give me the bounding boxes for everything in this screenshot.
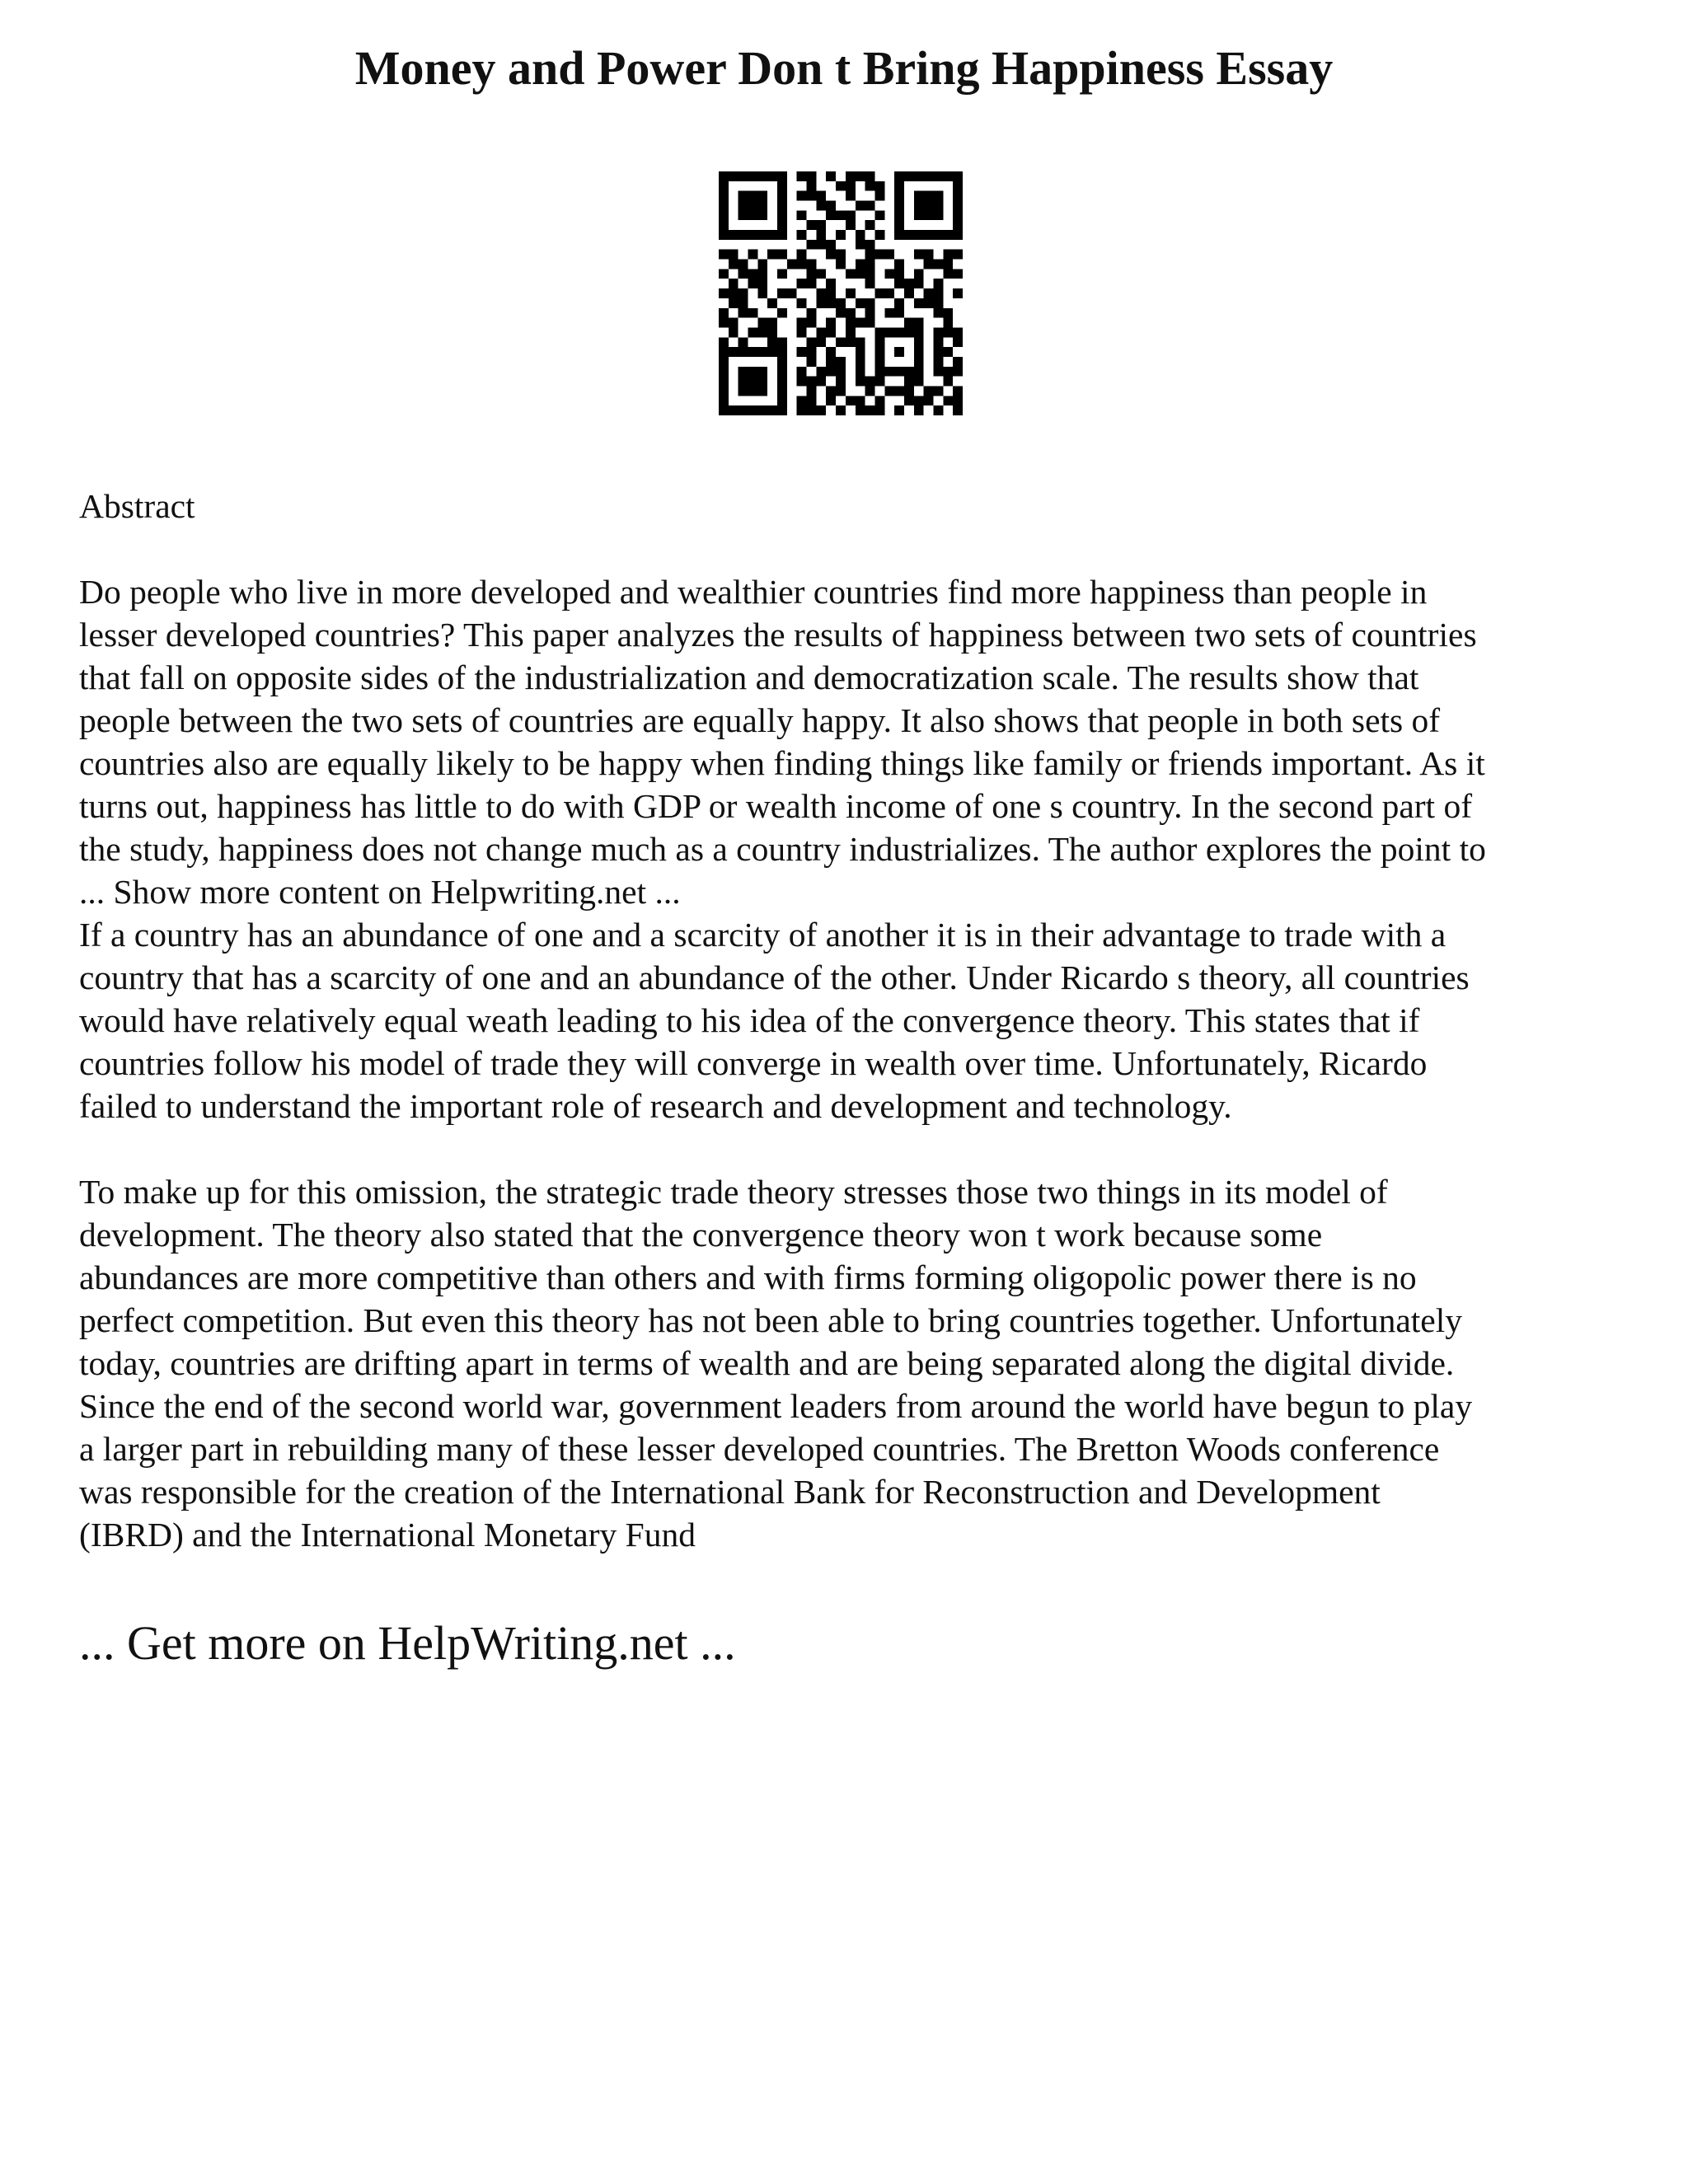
paragraph-1	[79, 570, 1629, 913]
paragraph-line: perfect competition. But even this theory has not been able to bring countries together. Unfortunately	[79, 1301, 1462, 1339]
paragraph-line: the study, happiness does not change much as a country industrializes. The author explores the point to	[79, 830, 1486, 868]
paragraph-3	[79, 1170, 1629, 1556]
paragraph-line: a larger part in rebuilding many of these lesser developed countries. The Bretton Woods conference	[79, 1430, 1440, 1468]
paragraph-line: To make up for this omission, the strategic trade theory stresses those two things in its model of	[79, 1173, 1388, 1211]
show-more-link[interactable]: ... Show more content on Helpwriting.net ...	[79, 873, 681, 911]
qr-code-graphic	[719, 171, 963, 415]
paragraph-line: would have relatively equal weath leading to his idea of the convergence theory. This states that if	[79, 1001, 1420, 1039]
paragraph-2	[79, 913, 1629, 1127]
paragraph-line: turns out, happiness has little to do with GDP or wealth income of one s country. In the second part of	[79, 787, 1473, 825]
paragraph-line: lesser developed countries? This paper analyzes the results of happiness between two sets of countries	[79, 616, 1477, 654]
paragraph-line: Since the end of the second world war, government leaders from around the world have begun to play	[79, 1387, 1473, 1425]
paragraph-line: that fall on opposite sides of the industrialization and democratization scale. The results show that	[79, 658, 1419, 696]
paragraph-line: today, countries are drifting apart in terms of wealth and are being separated along the digital divide.	[79, 1344, 1455, 1382]
qr-code-icon[interactable]	[719, 171, 963, 415]
paragraph-line: (IBRD) and the International Monetary Fund	[79, 1516, 696, 1554]
paragraph-line: abundances are more competitive than others and with firms forming oligopolic power there is no	[79, 1258, 1417, 1296]
get-more-link[interactable]: ... Get more on HelpWriting.net ...	[79, 1616, 736, 1670]
paragraph-line: Do people who live in more developed and wealthier countries find more happiness than people in	[79, 573, 1428, 611]
paragraph-line: If a country has an abundance of one and a scarcity of another it is in their advantage to trade with a	[79, 916, 1447, 954]
paragraph-line: country that has a scarcity of one and an abundance of the other. Under Ricardo s theory, all countries	[79, 958, 1470, 996]
paragraph-line: was responsible for the creation of the International Bank for Reconstruction and Development	[79, 1473, 1381, 1511]
paragraph-line: people between the two sets of countries are equally happy. It also shows that people in both sets of	[79, 701, 1441, 739]
document-title: Money and Power Don t Bring Happiness Essay	[354, 41, 1334, 95]
paragraph-line: failed to understand the important role of research and development and technology.	[79, 1087, 1232, 1125]
paragraph-line: countries follow his model of trade they will converge in wealth over time. Unfortunately, Ricardo	[79, 1044, 1428, 1082]
paragraph-line: development. The theory also stated that the convergence theory won t work because some	[79, 1216, 1323, 1254]
paragraph-line: countries also are equally likely to be happy when finding things like family or friends important. As it	[79, 744, 1485, 782]
abstract-heading: Abstract	[79, 487, 195, 525]
